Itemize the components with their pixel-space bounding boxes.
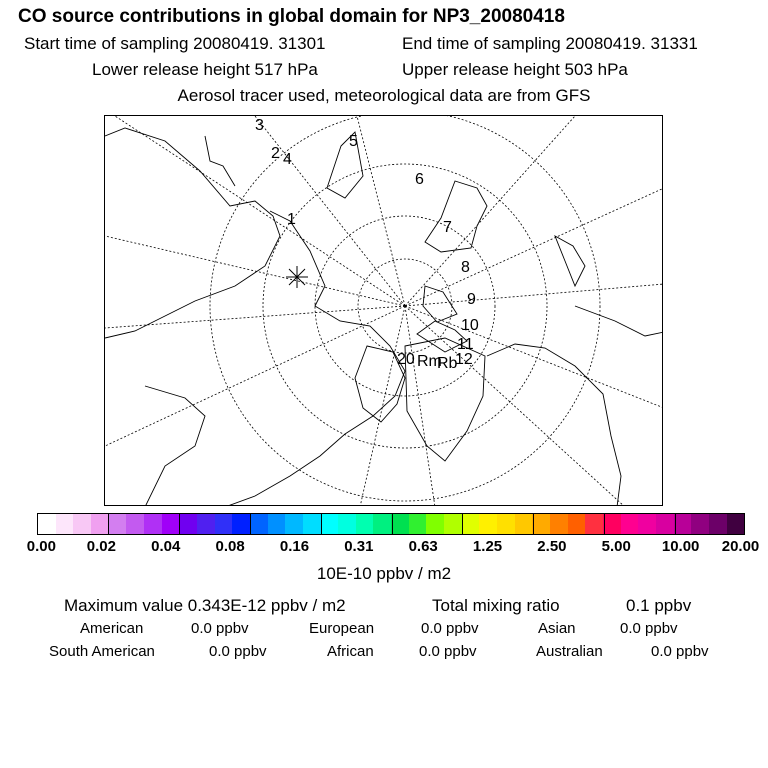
track-label-1: 1 bbox=[287, 211, 296, 228]
color-scale-cell bbox=[603, 514, 621, 534]
color-scale-cell bbox=[321, 514, 339, 534]
color-scale-tick-label: 0.16 bbox=[279, 538, 310, 555]
color-scale-cell bbox=[250, 514, 268, 534]
color-scale-separator bbox=[675, 514, 676, 534]
color-scale-tick-label: 10.00 bbox=[661, 538, 700, 555]
upper-release-label: Upper release height 503 hPa bbox=[402, 60, 628, 79]
color-scale-separator bbox=[462, 514, 463, 534]
color-scale-separator bbox=[533, 514, 534, 534]
track-label-9: 9 bbox=[467, 291, 476, 308]
color-scale-cell bbox=[621, 514, 639, 534]
color-scale-tick-label: 2.50 bbox=[537, 538, 567, 555]
color-scale-cell bbox=[162, 514, 180, 534]
color-scale-cell bbox=[585, 514, 603, 534]
color-scale-cell bbox=[144, 514, 162, 534]
total-mixing-value: 0.1 ppbv bbox=[626, 596, 692, 615]
track-label-20: 20 bbox=[397, 351, 415, 368]
color-scale-cell bbox=[126, 514, 144, 534]
color-scale-tick-label: 5.00 bbox=[601, 538, 631, 555]
meridian bbox=[405, 188, 663, 306]
color-scale-units: 10E-10 ppbv / m2 bbox=[316, 564, 452, 583]
color-scale-cell bbox=[409, 514, 427, 534]
color-scale-cell bbox=[391, 514, 409, 534]
color-scale-separator bbox=[108, 514, 109, 534]
color-scale-cell bbox=[73, 514, 91, 534]
coastline-asia-north bbox=[105, 128, 280, 338]
color-scale-cell bbox=[109, 514, 127, 534]
coastline-europe bbox=[225, 211, 405, 506]
max-value-label: Maximum value 0.343E-12 ppbv / m2 bbox=[64, 596, 346, 615]
track-label-rm: Rm bbox=[417, 353, 442, 370]
color-scale-separator bbox=[179, 514, 180, 534]
color-scale-cell bbox=[91, 514, 109, 534]
coastline-siberia bbox=[205, 136, 235, 186]
color-scale-separator bbox=[604, 514, 605, 534]
color-scale-ticks bbox=[0, 538, 768, 558]
color-scale-cell bbox=[444, 514, 462, 534]
color-scale-cell bbox=[479, 514, 497, 534]
track-label-4: 4 bbox=[283, 151, 292, 168]
latitude-circle-outer bbox=[210, 116, 600, 501]
color-scale-cell bbox=[462, 514, 480, 534]
track-label-11: 11 bbox=[457, 336, 474, 353]
coastline-north-atlantic bbox=[575, 306, 663, 336]
color-scale-cell bbox=[674, 514, 692, 534]
color-scale-cell bbox=[179, 514, 197, 534]
region-name-european: European bbox=[309, 620, 375, 637]
end-time-label: End time of sampling 20080419. 31331 bbox=[402, 34, 698, 53]
meridian bbox=[105, 306, 405, 446]
color-scale-cell bbox=[515, 514, 533, 534]
track-label-5: 5 bbox=[349, 133, 358, 150]
color-scale-bar bbox=[37, 513, 745, 535]
lower-release-label: Lower release height 517 hPa bbox=[92, 60, 318, 79]
color-scale-cell bbox=[727, 514, 745, 534]
color-scale-separator bbox=[321, 514, 322, 534]
region-value-european: 0.0 ppbv bbox=[421, 620, 479, 637]
color-scale-cell bbox=[373, 514, 391, 534]
color-scale-tick-label: 0.63 bbox=[408, 538, 438, 555]
region-value-south-american: 0.0 ppbv bbox=[209, 643, 267, 660]
meridian bbox=[405, 284, 663, 306]
color-scale-cell bbox=[38, 514, 56, 534]
track-label-7: 7 bbox=[443, 219, 452, 236]
polar-map bbox=[104, 115, 663, 506]
region-name-american: American bbox=[80, 620, 144, 637]
coastlines bbox=[105, 128, 663, 506]
meridian bbox=[360, 306, 405, 506]
track-label-3: 3 bbox=[255, 117, 264, 134]
region-name-african: African bbox=[327, 643, 374, 660]
color-scale-cell bbox=[426, 514, 444, 534]
coastline-hudson-bay bbox=[555, 236, 585, 286]
color-scale-tick-label: 0.31 bbox=[344, 538, 374, 555]
tracer-note: Aerosol tracer used, meteorological data are from GFS bbox=[177, 86, 591, 105]
color-scale-separator bbox=[392, 514, 393, 534]
graticule bbox=[105, 116, 663, 506]
color-scale-cell bbox=[356, 514, 374, 534]
track-label-2: 2 bbox=[271, 145, 280, 162]
track-label-10: 10 bbox=[461, 317, 479, 334]
region-name-south-american: South American bbox=[49, 643, 155, 660]
track-label-6: 6 bbox=[415, 171, 424, 188]
color-scale-cell bbox=[656, 514, 674, 534]
region-value-african: 0.0 ppbv bbox=[419, 643, 477, 660]
color-scale-cell bbox=[497, 514, 515, 534]
color-scale-cell bbox=[638, 514, 656, 534]
color-scale-tick-label: 1.25 bbox=[472, 538, 503, 555]
color-scale-cell bbox=[197, 514, 215, 534]
meridian bbox=[115, 116, 405, 306]
region-name-australian: Australian bbox=[536, 643, 603, 660]
map-canvas bbox=[105, 116, 663, 506]
color-scale-cell bbox=[691, 514, 709, 534]
region-value-asian: 0.0 ppbv bbox=[620, 620, 678, 637]
release-marker bbox=[286, 266, 308, 288]
color-scale-tick-label: 20.00 bbox=[721, 538, 760, 555]
color-scale-cell bbox=[532, 514, 550, 534]
track-label-8: 8 bbox=[461, 259, 470, 276]
region-value-australian: 0.0 ppbv bbox=[651, 643, 709, 660]
region-value-american: 0.0 ppbv bbox=[191, 620, 249, 637]
coastline-africa-west bbox=[145, 386, 205, 506]
color-scale-tick-label: 0.04 bbox=[151, 538, 181, 555]
total-mixing-label: Total mixing ratio bbox=[432, 596, 560, 615]
color-scale-tick-label: 0.00 bbox=[26, 538, 56, 555]
color-scale-cell bbox=[303, 514, 321, 534]
coastline-alaska-east bbox=[425, 181, 487, 252]
track-label-rb: Rb bbox=[437, 355, 458, 372]
color-scale-cell bbox=[338, 514, 356, 534]
color-scale-cell bbox=[268, 514, 286, 534]
color-scale-cell bbox=[550, 514, 568, 534]
meridian bbox=[405, 306, 625, 506]
meridian bbox=[405, 116, 575, 306]
color-scale-tick-label: 0.02 bbox=[86, 538, 116, 555]
color-scale-cell bbox=[709, 514, 727, 534]
color-scale-cell bbox=[56, 514, 74, 534]
color-scale-cell bbox=[215, 514, 233, 534]
start-time-label: Start time of sampling 20080419. 31301 bbox=[24, 34, 326, 53]
color-scale-cell bbox=[568, 514, 586, 534]
color-scale-cell bbox=[232, 514, 250, 534]
color-scale-separator bbox=[250, 514, 251, 534]
meridian bbox=[105, 236, 405, 306]
plot-title: CO source contributions in global domain for NP3_20080418 bbox=[18, 6, 565, 27]
color-scale-tick-label: 0.08 bbox=[215, 538, 245, 555]
color-scale-cell bbox=[285, 514, 303, 534]
region-name-asian: Asian bbox=[538, 620, 576, 637]
coastline-north-america-arctic bbox=[487, 344, 621, 506]
track-label-12: 12 bbox=[455, 351, 473, 368]
meridian bbox=[357, 116, 405, 306]
